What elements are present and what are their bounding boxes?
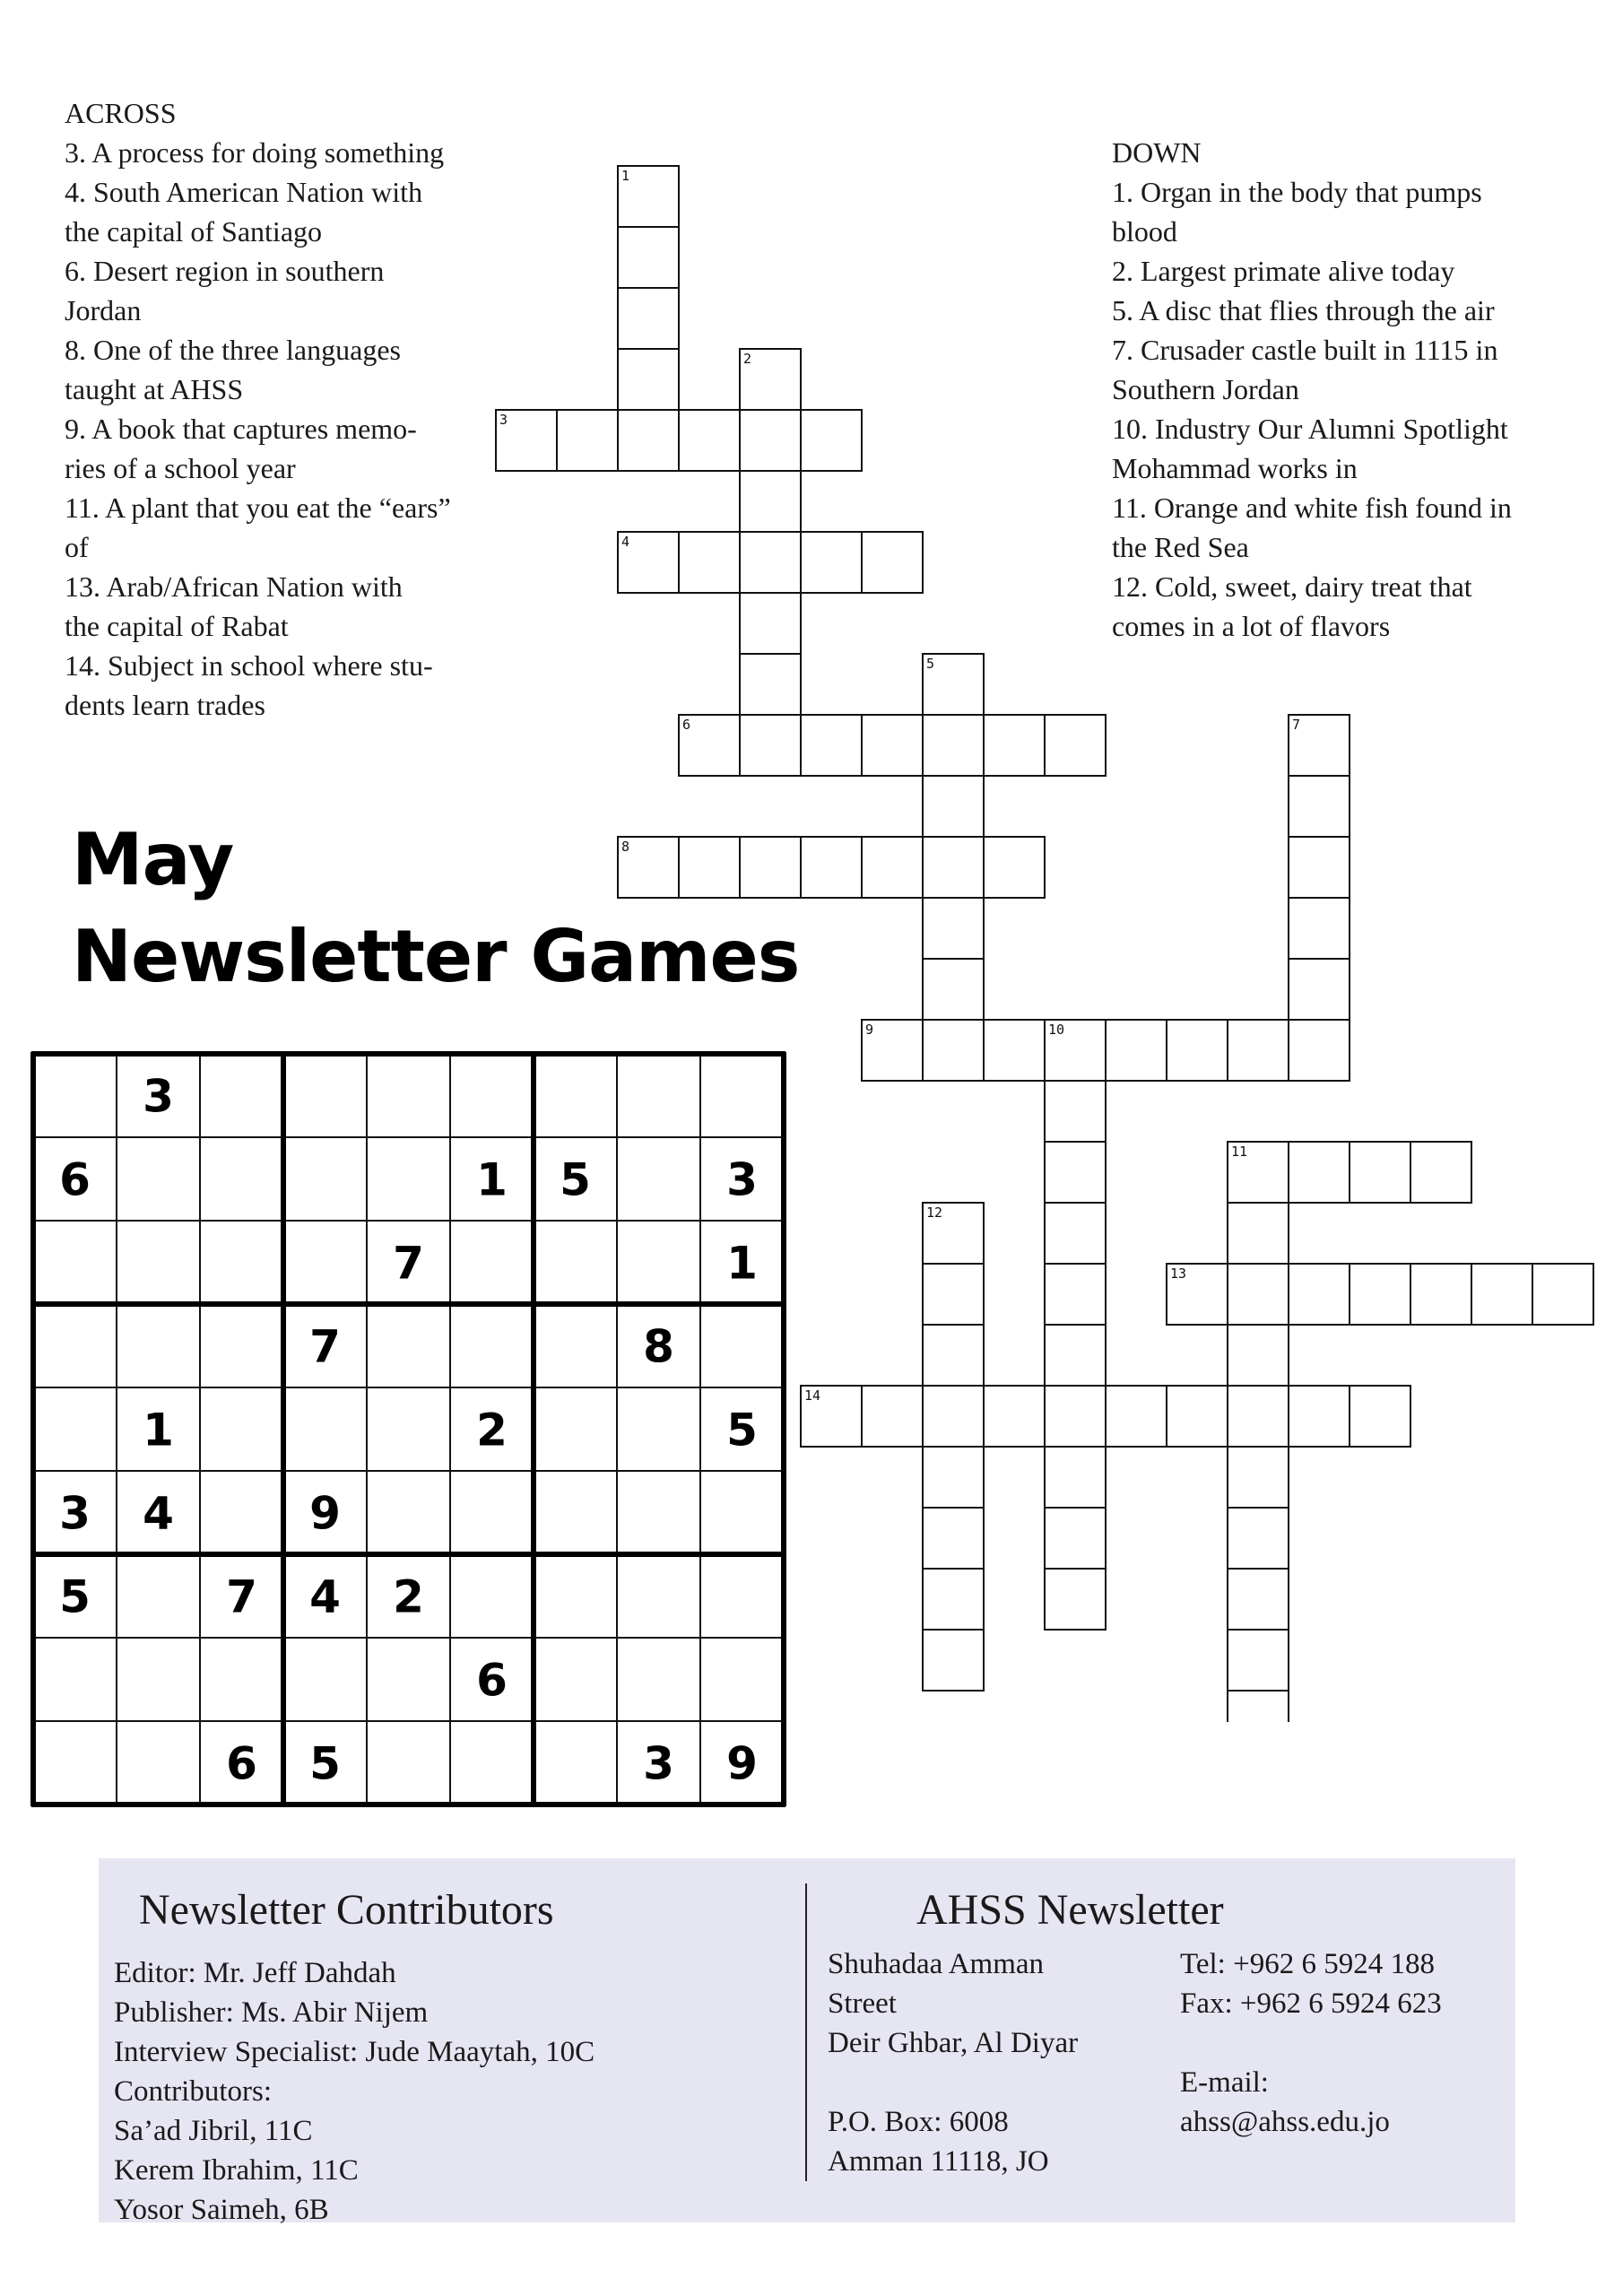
sudoku-given-digit: 4 (309, 1570, 341, 1623)
sudoku-given-digit: 3 (143, 1070, 174, 1123)
down-clue-line: 7. Crusader castle built in 1115 in (1112, 334, 1498, 366)
sudoku-cell[interactable] (617, 1137, 700, 1221)
down-clue-line: 12. Cold, sweet, dairy treat that (1112, 570, 1472, 603)
across-clue-line: 13. Arab/African Nation with (65, 570, 403, 603)
crossword-cell[interactable] (557, 410, 618, 471)
crossword-cell[interactable] (679, 532, 740, 593)
sudoku-given-digit: 6 (476, 1654, 508, 1707)
sudoku-cell (283, 1304, 367, 1387)
sudoku-cell (450, 1387, 534, 1471)
crossword-cell[interactable] (1167, 1386, 1228, 1447)
contributors-list (114, 1953, 595, 2230)
sudoku-given-digit: 5 (309, 1737, 341, 1790)
crossword-cell[interactable] (740, 715, 801, 776)
sudoku-given-digit: 6 (226, 1737, 257, 1790)
email-address[interactable]: ahss@ahss.edu.jo (1180, 2106, 1390, 2138)
contact-block (1180, 1944, 1442, 2142)
crossword-cell[interactable] (801, 410, 862, 471)
crossword-clue-number: 13 (1170, 1265, 1187, 1282)
fax-line: Fax: +962 6 5924 623 (1180, 1987, 1442, 2020)
crossword-clue-number: 6 (682, 717, 691, 733)
across-clue-line: 3. A process for doing something (65, 136, 445, 169)
crossword-cell[interactable] (923, 1386, 984, 1447)
sudoku-cell[interactable] (700, 1638, 784, 1721)
sudoku-cell[interactable] (283, 1387, 367, 1471)
crossword-clue-number: 9 (865, 1022, 874, 1038)
crossword-cell[interactable] (1471, 1264, 1532, 1325)
sudoku-given-digit: 3 (643, 1737, 674, 1790)
sudoku-cell (33, 1471, 117, 1554)
down-clue-line: 11. Orange and white fish found in (1112, 491, 1512, 524)
down-clue-line: Southern Jordan (1112, 373, 1299, 405)
crossword-cell[interactable] (1045, 1203, 1106, 1264)
crossword-clue-number: 2 (743, 351, 752, 367)
sudoku-cell[interactable] (367, 1304, 450, 1387)
page-title (72, 812, 799, 1005)
crossword-cell[interactable] (984, 837, 1045, 898)
crossword-cell[interactable] (923, 1508, 984, 1569)
across-clue-line: taught at AHSS (65, 373, 244, 405)
crossword-clue-number: 1 (621, 168, 630, 184)
crossword-clue-number: 11 (1231, 1144, 1248, 1160)
crossword-cell[interactable] (1106, 1386, 1167, 1447)
sudoku-cell[interactable] (33, 1721, 117, 1805)
sudoku-cell[interactable] (534, 1721, 617, 1805)
crossword-clue-number: 10 (1048, 1022, 1065, 1038)
crossword-cell[interactable] (1350, 1264, 1410, 1325)
sudoku-cell (283, 1554, 367, 1638)
across-clue-line: 14. Subject in school where stu- (65, 649, 433, 682)
sudoku-grid (30, 1051, 789, 1810)
sudoku-cell[interactable] (283, 1054, 367, 1137)
crossword-cell[interactable] (618, 410, 679, 471)
crossword-cell[interactable] (1045, 1081, 1106, 1142)
sudoku-given-digit: 9 (309, 1487, 341, 1540)
crossword-cell[interactable] (1410, 1142, 1471, 1203)
down-clue-line: 2. Largest primate alive today (1112, 255, 1455, 287)
crossword-cell[interactable] (618, 227, 679, 288)
crossword-cell[interactable] (740, 654, 801, 715)
sudoku-given-digit: 5 (726, 1404, 758, 1457)
sudoku-cell (534, 1137, 617, 1221)
sudoku-given-digit: 4 (143, 1487, 174, 1540)
sudoku-cell[interactable] (534, 1638, 617, 1721)
footer-divider (805, 1883, 807, 2181)
crossword-cell[interactable] (862, 715, 923, 776)
sudoku-cell[interactable] (200, 1054, 283, 1137)
across-clue-line: Jordan (65, 294, 142, 326)
sudoku-cell[interactable] (534, 1304, 617, 1387)
sudoku-cell[interactable] (117, 1554, 200, 1638)
crossword-clue-number: 5 (926, 656, 935, 672)
phone-line: Tel: +962 6 5924 188 (1180, 1948, 1435, 1980)
sudoku-given-digit: 7 (226, 1570, 257, 1623)
crossword-cell[interactable] (1289, 1142, 1350, 1203)
address-line: Street (828, 1987, 897, 2020)
sudoku-cell[interactable] (534, 1054, 617, 1137)
sudoku-cell[interactable] (117, 1721, 200, 1805)
across-clue-line: the capital of Santiago (65, 215, 323, 248)
down-clue-line: blood (1112, 215, 1177, 248)
sudoku-cell[interactable] (450, 1471, 534, 1554)
crossword-clue-number: 3 (499, 412, 508, 428)
crossword-cell[interactable] (1228, 1691, 1289, 1722)
sudoku-cell (617, 1304, 700, 1387)
sudoku-cell[interactable] (700, 1471, 784, 1554)
sudoku-cell[interactable] (200, 1137, 283, 1221)
crossword-cell[interactable] (618, 349, 679, 410)
sudoku-cell (700, 1387, 784, 1471)
sudoku-cell[interactable] (617, 1221, 700, 1304)
crossword-cell[interactable] (1289, 837, 1350, 898)
sudoku-cell (450, 1638, 534, 1721)
across-clue-line: dents learn trades (65, 689, 265, 721)
down-clue-line: the Red Sea (1112, 531, 1249, 563)
down-clue-line: comes in a lot of flavors (1112, 610, 1391, 642)
sudoku-cell[interactable] (534, 1221, 617, 1304)
crossword-cell[interactable] (1289, 898, 1350, 959)
newsletter-title: AHSS Newsletter (916, 1886, 1224, 1934)
sudoku-given-digit: 1 (726, 1237, 758, 1290)
sudoku-cell (33, 1554, 117, 1638)
crossword-cell[interactable] (1532, 1264, 1593, 1325)
sudoku-cell[interactable] (367, 1054, 450, 1137)
sudoku-cell[interactable] (450, 1554, 534, 1638)
sudoku-cell[interactable] (450, 1054, 534, 1137)
sudoku-cell (200, 1721, 283, 1805)
sudoku-given-digit: 7 (393, 1237, 424, 1290)
crossword-cell[interactable] (618, 288, 679, 349)
crossword-cell[interactable] (679, 410, 740, 471)
crossword-cell[interactable] (801, 532, 862, 593)
crossword-cell[interactable] (1228, 1630, 1289, 1691)
contributor-line: Editor: Mr. Jeff Dahdah (114, 1957, 396, 1989)
sudoku-cell[interactable] (117, 1137, 200, 1221)
crossword-cell[interactable] (1045, 1508, 1106, 1569)
contributor-line: Yosor Saimeh, 6B (114, 2194, 329, 2226)
across-clue-line: 4. South American Nation with (65, 176, 423, 208)
title-line-2: Newsletter Games (72, 915, 800, 998)
sudoku-cell (700, 1721, 784, 1805)
crossword-cell[interactable] (1045, 1264, 1106, 1325)
down-clue-line: 5. A disc that flies through the air (1112, 294, 1495, 326)
sudoku-cell[interactable] (617, 1638, 700, 1721)
sudoku-given-digit: 6 (59, 1153, 91, 1206)
sudoku-cell[interactable] (33, 1387, 117, 1471)
sudoku-cell[interactable] (33, 1054, 117, 1137)
sudoku-cell (283, 1471, 367, 1554)
crossword-cell[interactable] (862, 532, 923, 593)
contributor-line: Sa’ad Jibril, 11C (114, 2115, 313, 2147)
sudoku-given-digit: 8 (643, 1320, 674, 1373)
sudoku-cell[interactable] (283, 1137, 367, 1221)
crossword-cell[interactable] (1045, 1325, 1106, 1386)
contributors-title: Newsletter Contributors (139, 1886, 554, 1934)
sudoku-cell[interactable] (117, 1304, 200, 1387)
sudoku-cell[interactable] (450, 1221, 534, 1304)
crossword-cell[interactable] (1228, 1020, 1289, 1081)
contributor-line: Kerem Ibrahim, 11C (114, 2154, 359, 2187)
sudoku-cell[interactable] (700, 1304, 784, 1387)
sudoku-cell[interactable] (367, 1638, 450, 1721)
crossword-cell[interactable] (740, 471, 801, 532)
sudoku-given-digit: 3 (726, 1153, 758, 1206)
crossword-clue-number: 4 (621, 534, 630, 550)
sudoku-cell (117, 1387, 200, 1471)
sudoku-given-digit: 3 (59, 1487, 91, 1540)
crossword-cell[interactable] (1350, 1142, 1410, 1203)
title-line-1: May (72, 818, 234, 901)
sudoku-given-digit: 2 (476, 1404, 508, 1457)
crossword-cell[interactable] (862, 837, 923, 898)
address-block (828, 1944, 1078, 2181)
across-clue-line: of (65, 531, 89, 563)
across-clue-line: ries of a school year (65, 452, 296, 484)
sudoku-cell[interactable] (117, 1638, 200, 1721)
sudoku-cell (450, 1137, 534, 1221)
sudoku-cell[interactable] (367, 1721, 450, 1805)
sudoku-cell[interactable] (33, 1304, 117, 1387)
crossword-cell[interactable] (1045, 1142, 1106, 1203)
crossword-cell[interactable] (801, 715, 862, 776)
sudoku-given-digit: 5 (59, 1570, 91, 1623)
crossword-clue-number: 8 (621, 839, 630, 855)
crossword-cell[interactable] (1228, 1447, 1289, 1508)
address-line: P.O. Box: 6008 (828, 2106, 1009, 2138)
crossword-cell[interactable] (1167, 1020, 1228, 1081)
crossword-cell[interactable] (923, 1569, 984, 1630)
crossword-clue-number: 7 (1292, 717, 1301, 733)
crossword-cell[interactable] (984, 1020, 1045, 1081)
crossword-cell[interactable] (984, 715, 1045, 776)
sudoku-cell[interactable] (450, 1304, 534, 1387)
sudoku-given-digit: 2 (393, 1570, 424, 1623)
sudoku-cell[interactable] (617, 1054, 700, 1137)
crossword-cell[interactable] (923, 1020, 984, 1081)
sudoku-cell[interactable] (200, 1221, 283, 1304)
crossword-clue-number: 14 (804, 1387, 821, 1404)
down-heading: DOWN (1112, 136, 1202, 169)
address-line: Shuhadaa Amman (828, 1948, 1045, 1980)
across-clue-line: 6. Desert region in southern (65, 255, 385, 287)
down-clue-line: 10. Industry Our Alumni Spotlight (1112, 413, 1508, 445)
sudoku-given-digit: 1 (143, 1404, 174, 1457)
address-line: Deir Ghbar, Al Diyar (828, 2027, 1079, 2059)
sudoku-given-digit: 9 (726, 1737, 758, 1790)
sudoku-cell[interactable] (700, 1054, 784, 1137)
sudoku-cell (367, 1221, 450, 1304)
sudoku-cell[interactable] (283, 1638, 367, 1721)
sudoku-cell[interactable] (367, 1387, 450, 1471)
sudoku-cell[interactable] (617, 1554, 700, 1638)
crossword-cell[interactable] (862, 1386, 923, 1447)
sudoku-cell[interactable] (200, 1387, 283, 1471)
crossword-cell[interactable] (1228, 1325, 1289, 1386)
sudoku-cell[interactable] (534, 1387, 617, 1471)
sudoku-cell (33, 1137, 117, 1221)
across-clue-line: 11. A plant that you eat the “ears” (65, 491, 451, 524)
sudoku-cell[interactable] (700, 1554, 784, 1638)
crossword-cell[interactable] (923, 715, 984, 776)
crossword-cell[interactable] (1228, 1264, 1289, 1325)
sudoku-cell[interactable] (367, 1471, 450, 1554)
crossword-cell[interactable] (923, 1630, 984, 1691)
sudoku-cell (200, 1554, 283, 1638)
across-heading: ACROSS (65, 97, 177, 129)
crossword-cell[interactable] (923, 1264, 984, 1325)
across-clue-line: 9. A book that captures memo- (65, 413, 417, 445)
sudoku-given-digit: 5 (560, 1153, 591, 1206)
sudoku-cell[interactable] (33, 1638, 117, 1721)
crossword-cell[interactable] (923, 776, 984, 837)
sudoku-cell (117, 1471, 200, 1554)
address-line: Amman 11118, JO (828, 2145, 1049, 2178)
crossword-cell[interactable] (1045, 715, 1106, 776)
crossword-cell[interactable] (1045, 1386, 1106, 1447)
down-clue-line: 1. Organ in the body that pumps (1112, 176, 1482, 208)
sudoku-cell[interactable] (534, 1554, 617, 1638)
crossword-cell[interactable] (1289, 1020, 1350, 1081)
sudoku-cell[interactable] (33, 1221, 117, 1304)
crossword-cell[interactable] (923, 1325, 984, 1386)
crossword-cell[interactable] (1289, 1386, 1350, 1447)
sudoku-cell[interactable] (617, 1471, 700, 1554)
sudoku-cell[interactable] (450, 1721, 534, 1805)
sudoku-cell (283, 1721, 367, 1805)
sudoku-cell[interactable] (200, 1471, 283, 1554)
sudoku-cell (700, 1221, 784, 1304)
sudoku-cell[interactable] (617, 1387, 700, 1471)
sudoku-cell[interactable] (283, 1221, 367, 1304)
contributor-line: Contributors: (114, 2075, 273, 2108)
sudoku-cell (617, 1721, 700, 1805)
crossword-cell[interactable] (1045, 1447, 1106, 1508)
crossword-cell[interactable] (740, 593, 801, 654)
sudoku-given-digit: 7 (309, 1320, 341, 1373)
crossword-cell[interactable] (1410, 1264, 1471, 1325)
footer-panel (99, 1858, 1515, 2226)
sudoku-cell (117, 1054, 200, 1137)
sudoku-cell (367, 1554, 450, 1638)
crossword-cell[interactable] (740, 410, 801, 471)
crossword-cell[interactable] (984, 1386, 1045, 1447)
across-clue-line: the capital of Rabat (65, 610, 289, 642)
contact-spacer (1180, 2023, 1442, 2063)
crossword-cell[interactable] (801, 837, 862, 898)
email-label: E-mail: (1180, 2066, 1269, 2099)
sudoku-given-digit: 1 (476, 1153, 508, 1206)
crossword-cell[interactable] (923, 898, 984, 959)
sudoku-cell[interactable] (367, 1137, 450, 1221)
contributor-line: Interview Specialist: Jude Maaytah, 10C (114, 2036, 595, 2068)
crossword-cell[interactable] (923, 837, 984, 898)
crossword-cell[interactable] (1350, 1386, 1410, 1447)
crossword-cell[interactable] (923, 959, 984, 1020)
sudoku-cell (700, 1137, 784, 1221)
crossword-cell[interactable] (1045, 1569, 1106, 1630)
down-clue-line: Mohammad works in (1112, 452, 1358, 484)
contributor-line: Publisher: Ms. Abir Nijem (114, 1996, 429, 2029)
crossword-cell[interactable] (1228, 1203, 1289, 1264)
crossword-cell[interactable] (1228, 1569, 1289, 1630)
crossword-cell[interactable] (1228, 1386, 1289, 1447)
sudoku-cell[interactable] (200, 1304, 283, 1387)
sudoku-cell[interactable] (117, 1221, 200, 1304)
crossword-cell[interactable] (1228, 1508, 1289, 1569)
crossword-clue-number: 12 (926, 1205, 943, 1221)
crossword-cell[interactable] (1289, 959, 1350, 1020)
sudoku-cell[interactable] (534, 1471, 617, 1554)
crossword-cell[interactable] (1106, 1020, 1167, 1081)
sudoku-cell[interactable] (200, 1638, 283, 1721)
crossword-cell[interactable] (740, 532, 801, 593)
across-clue-line: 8. One of the three languages (65, 334, 401, 366)
crossword-cell[interactable] (1289, 776, 1350, 837)
address-line (828, 2063, 1078, 2102)
crossword-cell[interactable] (1289, 1264, 1350, 1325)
crossword-cell[interactable] (923, 1447, 984, 1508)
